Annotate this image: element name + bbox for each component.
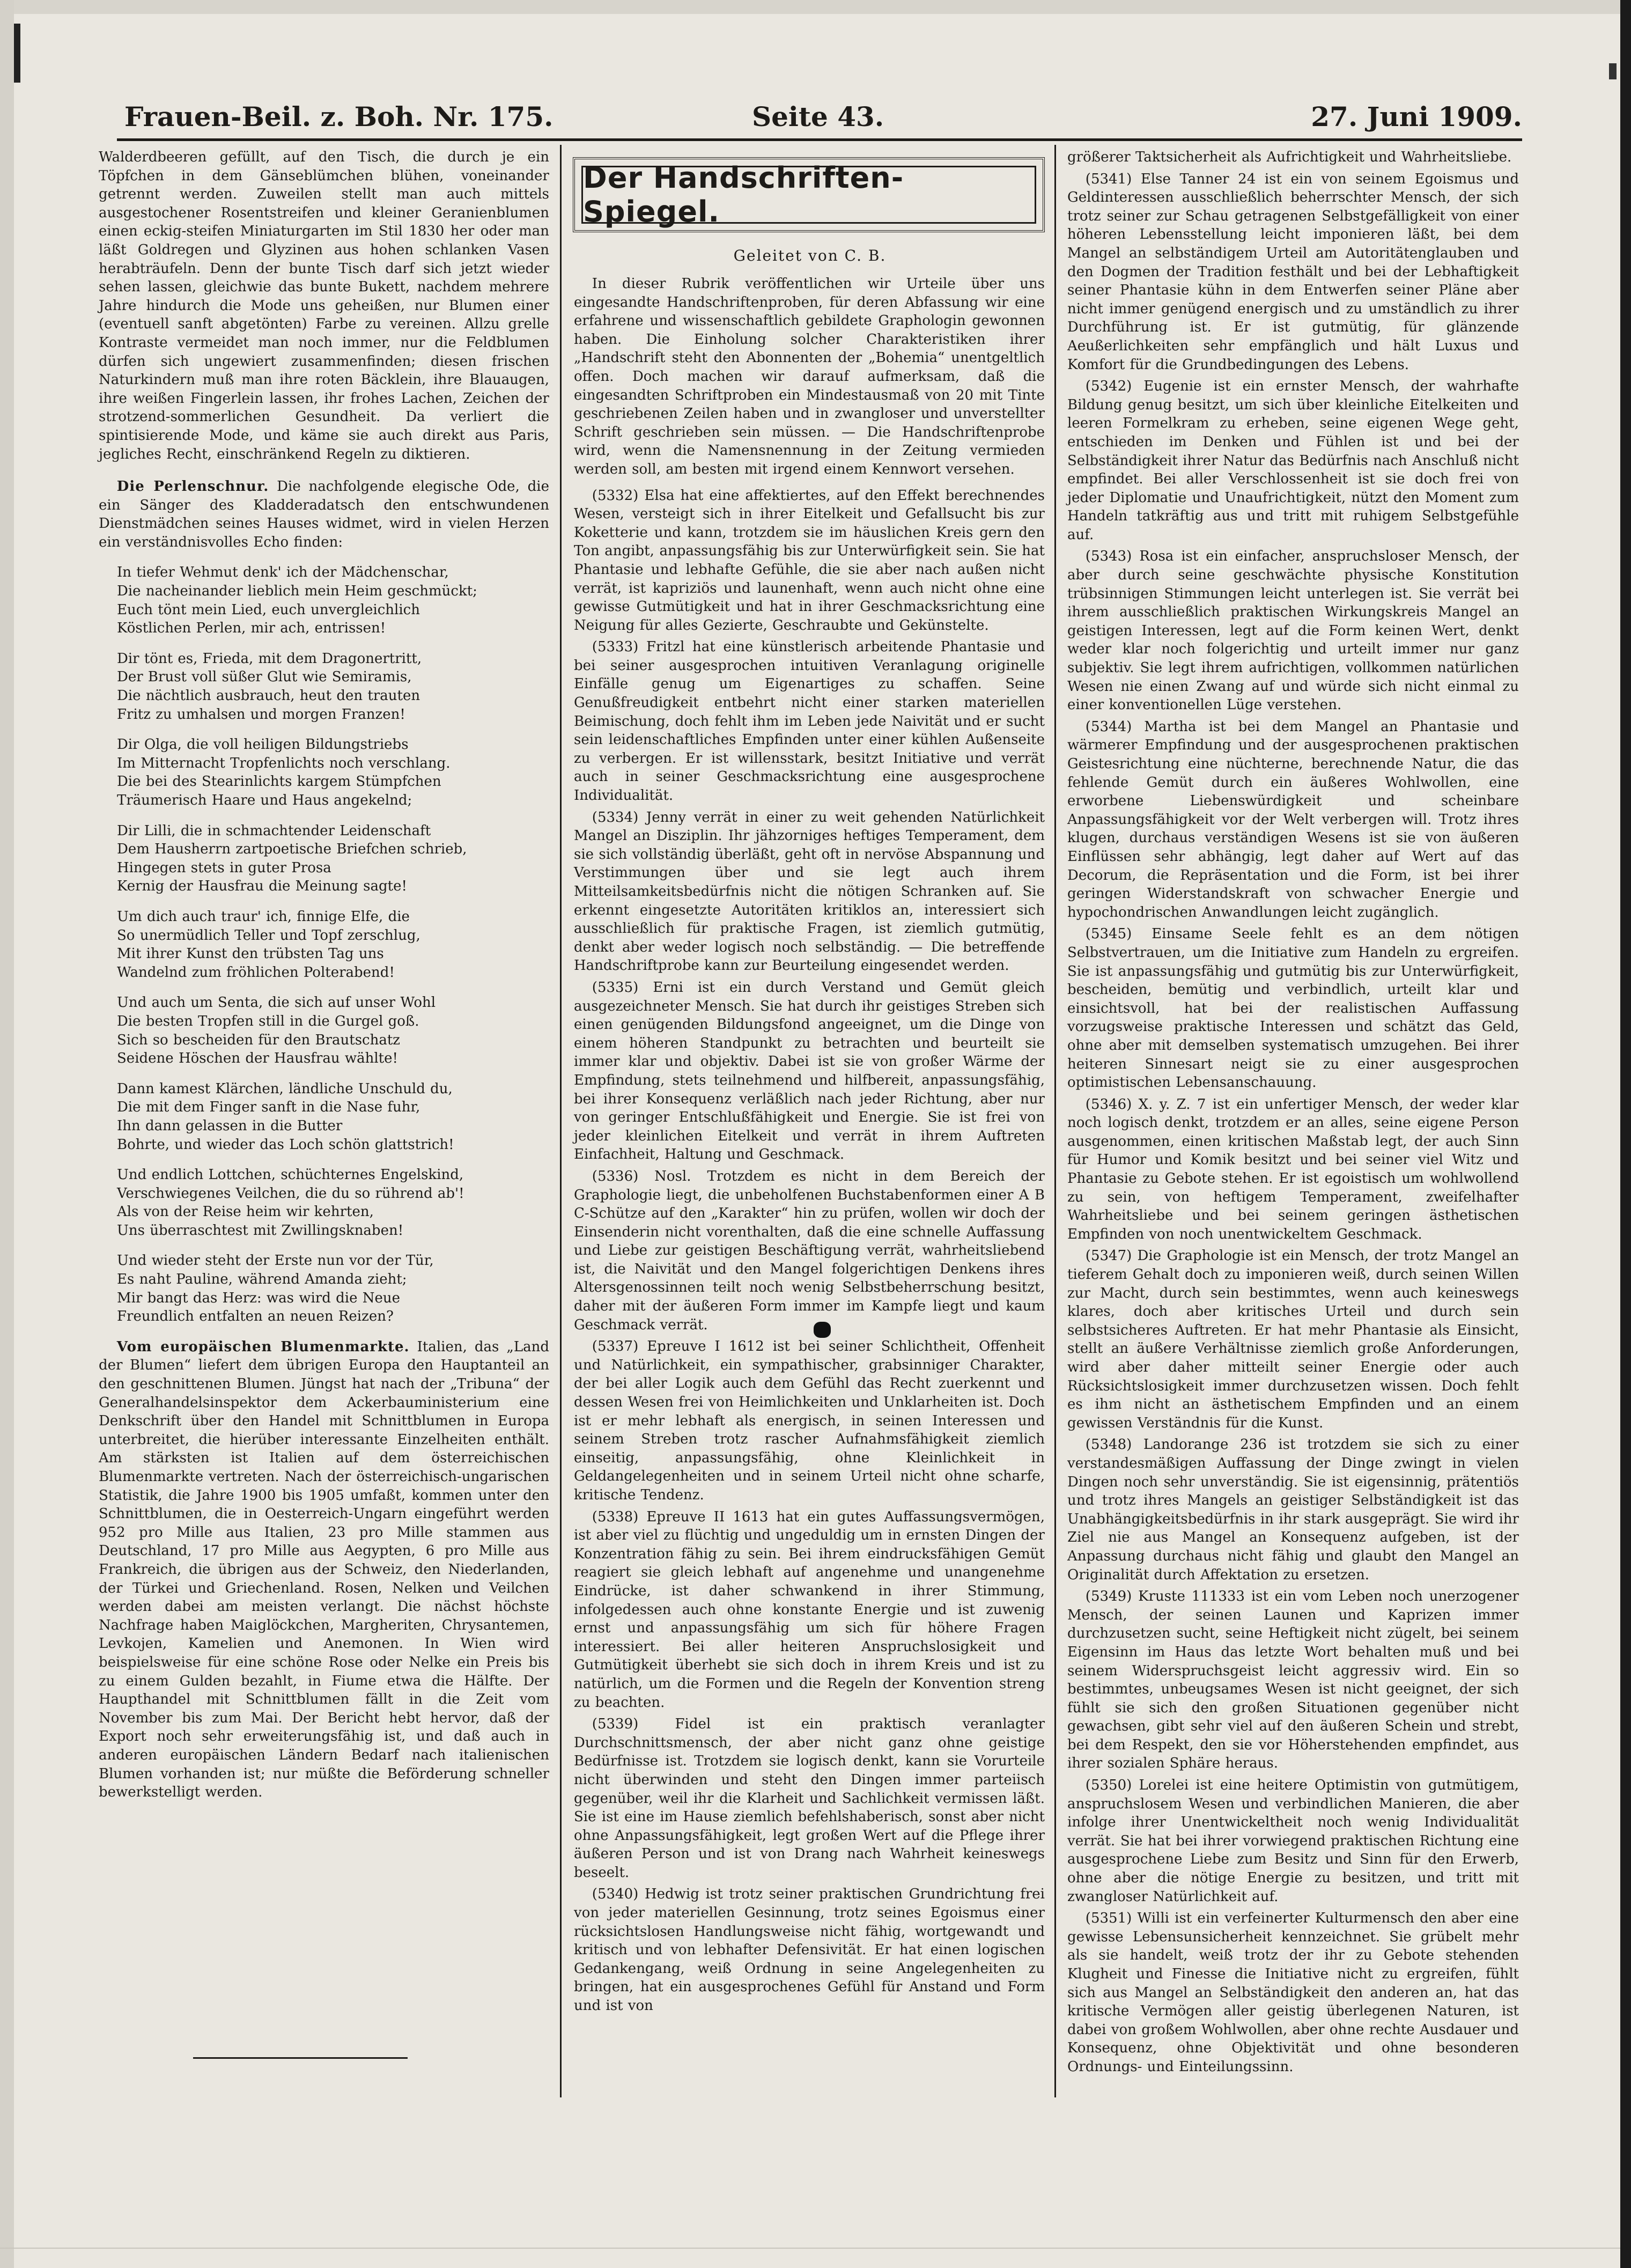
poem-line: Und wieder steht der Erste nun vor der Tür, bbox=[117, 1253, 434, 1269]
graphology-entry: (5345) Einsame Seele fehlt es an dem nötigen Selbstvertrauen, um die Initiative zum Handeln zu ergreifen. Sie ist anpassungsfähig und gutmütig bis zur Unterwürfigkeit, bescheiden, bemütig und verbindlich, urteilt klar und einsichtsvoll, hat bei der realistischen Auffassung vorzugsweise praktische Interessen und schätzt das Geld, ohne aber mit demselben systematisch umzugehen. Bei ihrer heiteren Sinnesart neigt sie zu einer ausgesprochen optimistischen Lebensanschauung. bbox=[1067, 926, 1519, 1091]
graphology-entry: (5349) Kruste 111333 ist ein vom Leben noch unerzogener Mensch, der seinen Launen und Kaprizen immer durchzusetzen sucht, seine Heftigkeit nicht zügelt, bei seinem Eigensinn im Haus das letzte Wort behalten muß und bei seinem Widerspruchsgeist leicht aggressiv wird. Ein so bestimmtes, unbeugsames Wesen ist nicht geeignet, der sich fühlt sie sich den großen Situationen gegenüber nicht gewachsen, gibt sehr viel auf den äußeren Schein und strebt, bei dem Respekt, den sie vor Höherstehenden empfindet, aus ihrer sozialen Sphäre heraus. bbox=[1067, 1588, 1519, 1772]
blumenmarkt-paragraph bbox=[99, 1338, 549, 1802]
continuation-text: größerer Taktsicherheit als Aufrichtigkeit und Wahrheitsliebe. bbox=[1067, 149, 1512, 165]
poem bbox=[99, 563, 549, 1326]
binding-mark bbox=[14, 24, 20, 83]
poem-line: Im Mitternacht Tropfenlichts noch verschlang. bbox=[117, 755, 451, 771]
poem-line: Und auch um Senta, die sich auf unser Wohl bbox=[117, 995, 436, 1011]
graphology-entry: (5341) Else Tanner 24 ist ein von seinem Egoismus und Geldinteressen ausschließlich beherrschter Mensch, der sich trotz seiner zur Schau getragenen Selbstgefälligkeit von einer höheren Lebensstellung leicht imponieren läßt, bei dem Mangel an selbständigem Urteil am Autoritätenglauben und den Dogmen der Tradition festhält und bei der Lebhaftigkeit seiner Phantasie kühn in dem Entwerfen seiner Pläne aber nicht immer genügend energisch und zu umständlich zu ihrer Durchführung ist. Er ist gutmütig, für glänzende Aeußerlichkeiten sehr empfänglich und hält Luxus und Komfort für die Grundbedingungen des Lebens. bbox=[1067, 171, 1519, 373]
poem-line: Die nacheinander lieblich mein Heim geschmückt; bbox=[117, 583, 477, 600]
poem-line: So unermüdlich Teller und Topf zerschlug, bbox=[117, 927, 420, 944]
poem-line: Seidene Höschen der Hausfrau wählte! bbox=[117, 1050, 398, 1067]
graphology-entry: (5335) Erni ist ein durch Verstand und Gemüt gleich ausgezeichneter Mensch. Sie hat durch ihr geistiges Streben sich einen genügenden Bildungsfond angeeignet, um die Dinge von einem höheren Standpunkt zu betrachten und beurteilt sie immer klar und objektiv. Dabei ist sie von großer Wärme der Empfindung, stets teilnehmend und hilfbereit, anpassungsfähig, bei ihrer Konsequenz verläßlich nach jeder Richtung, aber nur von geringer Entschlußfähigkeit und Energie. Sie ist frei von jeder kleinlichen Eitelkeit und verrät in ihrem Auftreten Einfachheit, Haltung und Geschmack. bbox=[574, 979, 1045, 1163]
poem-line: In tiefer Wehmut denk' ich der Mädchenschar, bbox=[117, 564, 449, 581]
perlenschnur-title: Die Perlenschnur. bbox=[116, 478, 269, 495]
column-divider-left bbox=[560, 145, 562, 2097]
graphology-entry: (5350) Lorelei ist eine heitere Optimistin von gutmütigem, anspruchslosem Wesen und verbindlichen Manieren, die aber infolge ihrer Unentwickeltheit noch wenig Individualität verrät. Sie hat bei ihrer vorwiegend praktischen Richtung eine ausgesprochene Liebe zum Besitz und Sinn für den Erwerb, ohne aber die nötige Energie zu besitzen, und tritt mit zwangloser Natürlichkeit auf. bbox=[1067, 1777, 1519, 1905]
poem-line: Die bei des Stearinlichts kargem Stümpfchen bbox=[117, 774, 441, 790]
graphology-entry: (5339) Fidel ist ein praktisch veranlagter Durchschnittsmensch, der aber nicht ganz ohne geistige Bedürfnisse ist. Trotzdem sie logisch denkt, kann sie Vorurteile nicht überwinden und steht den Dingen immer parteiisch gegenüber, weil ihr die Klarheit und Sachlichkeit vermissen läßt. Sie ist eine im Hause ziemlich befehlshaberisch, sonst aber nicht ohne Anpassungsfähigkeit, legt großen Wert auf die Pflege ihrer äußeren Person und ist von Drang nach Wahrheit keineswegs beseelt. bbox=[574, 1716, 1045, 1881]
graphology-entry: (5336) Nosl. Trotzdem es nicht in dem Bereich der Graphologie liegt, die unbeholfenen Buchstabenformen einer A B C-Schütze auf den „Karakter“ hin zu prüfen, wollen wir doch der Einsenderin nicht vorenthalten, daß die eine schnelle Auffassung und Liebe zur geistigen Beschäftigung verrät, wahrheitsliebend ist, die Naivität und den Mangel folgerichtigen Denkens ihres Altersgenossinnen teilt noch wenig Selbstbeherrschung besitzt, daher mit der äußeren Form immer im Kampfe liegt und kaum Geschmack verrät. bbox=[574, 1168, 1045, 1333]
poem-stanza bbox=[99, 1080, 549, 1154]
poem-line: Die besten Tropfen still in die Gurgel goß. bbox=[117, 1013, 419, 1029]
poem-line: Die mit dem Finger sanft in die Nase fuhr, bbox=[117, 1099, 420, 1116]
poem-line: Kernig der Hausfrau die Meinung sagte! bbox=[117, 878, 407, 895]
poem-stanza bbox=[99, 908, 549, 982]
poem-line: Und endlich Lottchen, schüchternes Engelskind, bbox=[117, 1167, 464, 1183]
byline: Geleitet von C. B. bbox=[733, 247, 887, 264]
poem-line: Die nächtlich ausbrauch, heut den trauten bbox=[117, 688, 420, 704]
graphology-entry: (5340) Hedwig ist trotz seiner praktischen Grundrichtung frei von jeder materiellen Gesinnung, trotz seines Egoismus einer rücksichtslosen Handlungsweise nicht fähig, wortgewandt und kritisch und von lebhafter Defensivität. Er hat einen logischen Gedankengang, weiß Ordnung in seine Angelegenheiten zu bringen, hat ein ausgesprochenes Gefühl für Anstand und Form und ist von bbox=[574, 1886, 1045, 2014]
poem-line: Bohrte, und wieder das Loch schön glattstrich! bbox=[117, 1136, 454, 1153]
scan-edge-top bbox=[0, 0, 1631, 14]
poem-line: Mir bangt das Herz: was wird die Neue bbox=[117, 1290, 400, 1306]
middle-column bbox=[574, 275, 1045, 2019]
header-page-number: Seite 43. bbox=[752, 101, 884, 132]
poem-line: Verschwiegenes Veilchen, die du so rührend ab'! bbox=[117, 1185, 464, 1202]
poem-line: Sich so bescheiden für den Brautschatz bbox=[117, 1032, 401, 1048]
scan-edge-right bbox=[1620, 0, 1631, 2268]
perlenschnur-paragraph bbox=[99, 477, 549, 551]
poem-line: Mit ihrer Kunst den trübsten Tag uns bbox=[117, 946, 384, 962]
poem-stanza bbox=[99, 993, 549, 1067]
rubric-title-box bbox=[573, 157, 1045, 232]
perlenschnur-text: Die nachfolgende elegische Ode, die ein Sänger des Kladderadatsch den entschwundenen Dienstmädchen seines Hauses widmet, wird in vielen Herzen ein verständnisvolles Echo finden: bbox=[99, 478, 549, 550]
poem-line: Euch tönt mein Lied, euch unvergleichlich bbox=[117, 601, 420, 618]
column-divider-right bbox=[1054, 145, 1056, 2097]
poem-line: Fritz zu umhalsen und morgen Franzen! bbox=[117, 706, 405, 723]
poem-stanza bbox=[99, 1251, 549, 1326]
graphology-entry: (5347) Die Graphologie ist ein Mensch, der trotz Mangel an tieferem Gehalt doch zu imponieren weiß, durch seinen Willen zur Macht, durch sein bestimmtes, wenn auch keineswegs klares, doch aber kritisches Urteil und durch sein selbstsicheres Auftreten. Er hat mehr Phantasie als Einsicht, stellt an äußere Verhältnisse ziemlich große Anforderungen, wird aber daher mitteilt seiner Energie oder auch Rücksichtslosigkeit immer durchzusetzen wissen. Doch fehlt es ihm nicht an ästhetischem Empfinden und an einem gewissen Verständnis für die Kunst. bbox=[1067, 1248, 1519, 1431]
poem-line: Dir tönt es, Frieda, mit dem Dragonertritt, bbox=[117, 650, 422, 667]
graphology-entry: (5342) Eugenie ist ein ernster Mensch, der wahrhafte Bildung genug besitzt, um sich über kleinliche Eitelkeiten und leeren Formelkram zu erheben, seine eigenen Wege geht, entschieden im Denken und Fühlen ist und bei der Selbständigkeit ihrer Natur das Bedürfnis nach Anschluß nicht empfindet. Bei aller Verschlossenheit ist sie doch frei von jeder Diplomatie und Unaufrichtigkeit, nützt den Moment zum Handeln tatkräftig aus und tritt mit ruhigem Selbstgefühle auf. bbox=[1067, 378, 1519, 543]
poem-line: Um dich auch traur' ich, finnige Elfe, die bbox=[117, 908, 410, 925]
poem-line: Uns überraschtest mit Zwillingsknaben! bbox=[117, 1222, 404, 1239]
header-date: 27. Juni 1909. bbox=[1311, 101, 1522, 132]
header-rule bbox=[117, 138, 1522, 141]
scan-edge-left bbox=[0, 0, 14, 2268]
left-column bbox=[99, 148, 549, 1805]
poem-line: Träumerisch Haare und Haus angekelnd; bbox=[117, 792, 412, 808]
graphology-entry: (5333) Fritzl hat eine künstlerisch arbeitende Phantasie und bei seiner ausgesprochen intuitiven Veranlagung originelle Einfälle genug um Eigenartiges zu schaffen. Seine Genußfreudigkeit entbehrt nicht einer starken materiellen Beimischung, doch fehlt ihm im Leben jede Naivität und er sucht sein leidenschaftliches Empfinden unter einer kühlen Außenseite zu verbergen. Er ist willensstark, besitzt Initiative und verrät auch in seiner Geschmacksrichtung eine ausgesprochene Individualität. bbox=[574, 639, 1045, 804]
graphology-entry: (5337) Epreuve I 1612 ist bei seiner Schlichtheit, Offenheit und Natürlichkeit, ein sympathischer, grabsinniger Charakter, der bei aller Logik auch dem Gefühl das Recht zuerkennt und dessen Wesen frei von Heimlichkeiten und Unklarheiten ist. Doch ist er mehr lebhaft als energisch, in seinen Interessen und seinem Streben trotz rascher Aufnahmsfähigkeit ziemlich einseitig, anpassungsfähig, ohne Kleinlichkeit in Geldangelegenheiten und in seinem Urteil nicht ohne scharfe, kritische Tendenz. bbox=[574, 1338, 1045, 1503]
graphology-entry: (5344) Martha ist bei dem Mangel an Phantasie und wärmerer Empfindung und der ausgesprochenen praktischen Geistesrichtung eine nüchterne, berechnende Natur, die das fehlende Gemüt durch ein äußeres Wohlwollen, eine erworbene Liebenswürdigkeit und scheinbare Anpassungsfähigkeit vor der Welt verbergen will. Trotz ihres klugen, durchaus verständigen Wesens ist sie von äußeren Einflüssen sehr abhängig, legt daher auf Wert auf das Decorum, die Repräsentation und die Form, ist bei ihrer geringen Widerstandskraft von schwacher Energie und hypochondrischen Anwandlungen leicht zugänglich. bbox=[1067, 718, 1519, 921]
rubric-intro: In dieser Rubrik veröffentlichen wir Urteile über uns eingesandte Handschriftenproben, für deren Abfassung wir eine erfahrene und wissenschaftlich gebildete Graphologin gewonnen haben. Die Einholung solcher Charakteristiken ihrer „Handschrift steht den Abonnenten der „Bohemia“ unentgeltlich offen. Doch machen wir darauf aufmerksam, daß die eingesandten Schriftproben ein Mindestausmaß von 20 mit Tinte geschriebenen Zeilen haben und in zwangloser und unverstellter Schrift geschrieben sein müssen. — Die Handschriftenprobe wird, wenn die Namensnennung in der Zeitung vermieden werden soll, am besten mit irgend einem Kennwort versehen. bbox=[574, 276, 1045, 477]
poem-stanza bbox=[99, 650, 549, 724]
poem-stanza bbox=[99, 822, 549, 896]
poem-line: Hingegen stets in guter Prosa bbox=[117, 859, 331, 876]
poem-line: Der Brust voll süßer Glut wie Semiramis, bbox=[117, 669, 412, 686]
blumenmarkt-title: Vom europäischen Blumenmarkte. bbox=[116, 1338, 410, 1355]
graphology-entry: (5351) Willi ist ein verfeinerter Kulturmensch den aber eine gewisse Lebensunsicherheit kennzeichnet. Sie grübelt mehr als sie handelt, weiß trotz der ihr zu Gebote stehenden Klugheit und Finesse die Initiative nicht zu ergreifen, fühlt sich aus Mangel an Selbständigkeit den anderen an, hat das kritische Vermögen aller geistig überlegenen Naturen, ist dabei von großem Wohlwollen, aber ohne rechte Ausdauer und Konsequenz, ohne Objektivität und ohne besonderen Ordnungs- und Einteilungssinn. bbox=[1067, 1910, 1519, 2075]
strawberry-paragraph: Walderdbeeren gefüllt, auf den Tisch, die durch je ein Töpfchen in dem Gänseblümchen blühen, voneinander getrennt werden. Zuweilen stellt man auch mittels ausgestochener Rosentstreifen und kleiner Geranienblumen einen eckig-steifen Miniaturgarten im Stil 1830 her oder man läßt Goldregen und Glyzinen aus hohen schlanken Vasen herabträufeln. Denn der bunte Tisch darf sich jetzt wieder sehen lassen, gleichwie das bunte Bukett, nachdem mehrere Jahre hindurch die Mode uns geheißen, nur Blumen einer (eventuell sanft abgetönten) Farbe zu vereinen. Allzu grelle Kontraste vermeidet man noch immer, nur die Feldblumen dürfen sich ungewiert zusammenfinden; diesen frischen Naturkindern muß man ihre roten Bäcklein, ihre Blauaugen, ihre weißen Fingerlein lassen, ihr frohes Lachen, Zeichen der strotzend-sommerlichen Gesundheit. Da verliert die spintisierende Mode, und käme sie auch direkt aus Paris, jegliches Recht, einschränkend Regeln zu diktieren. bbox=[99, 149, 549, 462]
poem-line: Freundlich entfalten an neuen Reizen? bbox=[117, 1308, 394, 1325]
graphology-entry: (5338) Epreuve II 1613 hat ein gutes Auffassungsvermögen, ist aber viel zu flüchtig und ungeduldig um in ernsten Dingen der Konzentration fähig zu sein. Bei ihrem eindrucksfähigen Gemüt reagiert sie gleich lebhaft auf angenehme und unangenehme Eindrücke, ist daher schwankend in ihrer Stimmung, infolgedessen auch ohne konstante Energie und ist zuwenig ernst und anpassungsfähig um sich für höhere Fragen interessiert. Bei aller heiteren Anspruchslosigkeit und Gutmütigkeit überhebt sie sich doch in ihrem Kreis und ist zu natürlich, um die Formen und die Regeln der Konvention streng zu beachten. bbox=[574, 1508, 1045, 1711]
end-rule bbox=[193, 2057, 408, 2059]
poem-stanza bbox=[99, 1166, 549, 1240]
page-bottom-line bbox=[0, 2248, 1620, 2249]
poem-line: Köstlichen Perlen, mir ach, entrissen! bbox=[117, 620, 386, 637]
rubric-title-frame bbox=[581, 161, 1036, 229]
graphology-entry: (5334) Jenny verrät in einer zu weit gehenden Natürlichkeit Mangel an Disziplin. Ihr jähzorniges heftiges Temperament, dem sie sich vollständig überläßt, geht oft in nervöse Abspannung und Verstimmungen über und sie legt auch ihrem Mitteilsamkeitsbedürfnis nicht die nötigen Schranken auf. Sie erkennt eingesetzte Autoritäten kritiklos an, interessiert sich ausschließlich für praktische Fragen, ist ziemlich gutmütig, denkt aber weder logisch noch selbständig. — Die betreffende Handschriftprobe kann zur Beurteilung eingesendet werden. bbox=[574, 809, 1045, 974]
corner-mark bbox=[1609, 63, 1617, 79]
graphology-entry: (5332) Elsa hat eine affektiertes, auf den Effekt berechnendes Wesen, versteigt sich in ihrer Eitelkeit und Gefallsucht bis zur Koketterie und kann, trotzdem sie im häuslichen Kreis gern den Ton angibt, anpassungsfähig bis zur Unterwürfigkeit sein. Sie hat Phantasie und lebhafte Gefühle, die sie aber nach außen nicht verrät, ist kapriziös und launenhaft, wenn auch nicht ohne eine gewisse Gutmütigkeit und hat in ihrer Geschmacksrichtung eine Neigung für alles Gezierte, Geschraubte und Gekünstelte. bbox=[574, 487, 1045, 634]
poem-line: Dann kamest Klärchen, ländliche Unschuld du, bbox=[117, 1080, 453, 1097]
ink-blot bbox=[814, 1322, 831, 1338]
poem-stanza bbox=[99, 735, 549, 809]
poem-line: Wandelnd zum fröhlichen Polterabend! bbox=[117, 964, 395, 981]
poem-line: Dir Olga, die voll heiligen Bildungstriebs bbox=[117, 737, 409, 753]
blumenmarkt-text: Italien, das „Land der Blumen“ liefert dem übrigen Europa den Hauptanteil an den geschnittenen Blumen. Jüngst hat nach der „Tribuna“ der Generalhandelsinspektor dem Ackerbauministerium eine Denkschrift über den Handel mit Schnittblumen in Europa unterbreitet, die hierüber interessante Einzelheiten enthält. Am stärksten ist Italien auf dem österreichischen Blumenmarkte vertreten. Nach der österreichisch-ungarischen Statistik, die Jahre 1900 bis 1905 umfaßt, kommen unter den Schnittblumen, die in Oesterreich-Ungarn eingeführt werden 952 pro Mille aus Italien, 23 pro Mille stammen aus Deutschland, 17 pro Mille aus Aegypten, 6 pro Mille aus Frankreich, die übrigen aus der Schweiz, den Niederlanden, der Türkei und Griechenland. Rosen, Nelken und Veilchen werden dabei am meisten verlangt. Die nächst höchste Nachfrage haben Maiglöckchen, Margheriten, Chrysantemen, Levkojen, Kamelien und Anemonen. In Wien wird beispielsweise für eine schöne Rose oder Nelke ein Preis bis zu einem Gulden bezahlt, in Fiume etwa die Hälfte. Der Haupthandel mit Schnittblumen fällt in die Zeit vom November bis zum Mai. Der Bericht hebt hervor, daß der Export noch sehr erweiterungsfähig ist, und daß auch in anderen europäischen Ländern Bedarf nach italienischen Blumen vorhanden ist; nur müßte die Beförderung schneller bewerkstelligt werden. bbox=[99, 1338, 550, 1801]
graphology-entry: (5343) Rosa ist ein einfacher, anspruchsloser Mensch, der aber durch seine geschwächte physische Konstitution trübsinnigen Stimmungen leicht unterlegen ist. Sie verrät bei ihrem ausschließlich praktischen Wirkungskreis Mangel an geistigen Interessen, legt auf die Form keinen Wert, denkt weder klar noch folgerichtig und urteilt immer nur ganz subjektiv. Sie legt ihrem aufrichtigen, vollkommen natürlichen Wesen nie einen Zwang auf und würde sich nicht einmal zu einer konventionellen Lüge verstehen. bbox=[1067, 548, 1519, 713]
running-head bbox=[117, 101, 1522, 138]
poem-line: Es naht Pauline, während Amanda zieht; bbox=[117, 1271, 407, 1288]
poem-line: Ihn dann gelassen in die Butter bbox=[117, 1117, 343, 1134]
poem-stanza bbox=[99, 563, 549, 637]
poem-line: Dem Hausherrn zartpoetische Briefchen schrieb, bbox=[117, 841, 467, 858]
right-column bbox=[1067, 148, 1519, 2080]
poem-line: Dir Lilli, die in schmachtender Leidenschaft bbox=[117, 822, 431, 839]
graphology-entry: (5348) Landorange 236 ist trotzdem sie sich zu einer verstandesmäßigen Auffassung der Dinge zwingt in vielen Dingen noch sehr unverständig. Sie ist eigensinnig, prätentiös und trotz ihres Mangels an geistiger Selbständigkeit ist das Unabhängigkeitsbedürfnis in ihr stark ausgeprägt. Sie wird ihr Ziel nie aus Mangel an Konsequenz aufgeben, ist der Anpassung durchaus nicht fähig und glaubt den Mangel an Originalität durch Affektation zu ersetzen. bbox=[1067, 1437, 1519, 1583]
rubric-title: Der Handschriften-Spiegel. bbox=[583, 161, 904, 229]
header-publication: Frauen-Beil. z. Boh. Nr. 175. bbox=[124, 101, 553, 132]
graphology-entry: (5346) X. y. Z. 7 ist ein unfertiger Mensch, der weder klar noch logisch denkt, trotzdem er an alles, seine eigene Person ausgenommen, einen kritischen Maßstab legt, der auch Sinn für Humor und Komik besitzt und bei seiner viel Witz und Phantasie zu Gebote stehen. Er ist egoistisch um wohlwollend zu sein, von heftigem Temperament, zweifelhafter Wahrheitsliebe und bei seinem geringen ästhetischen Empfinden von noch unentwickeltem Geschmack. bbox=[1067, 1096, 1519, 1242]
poem-line: Als von der Reise heim wir kehrten, bbox=[117, 1204, 374, 1220]
